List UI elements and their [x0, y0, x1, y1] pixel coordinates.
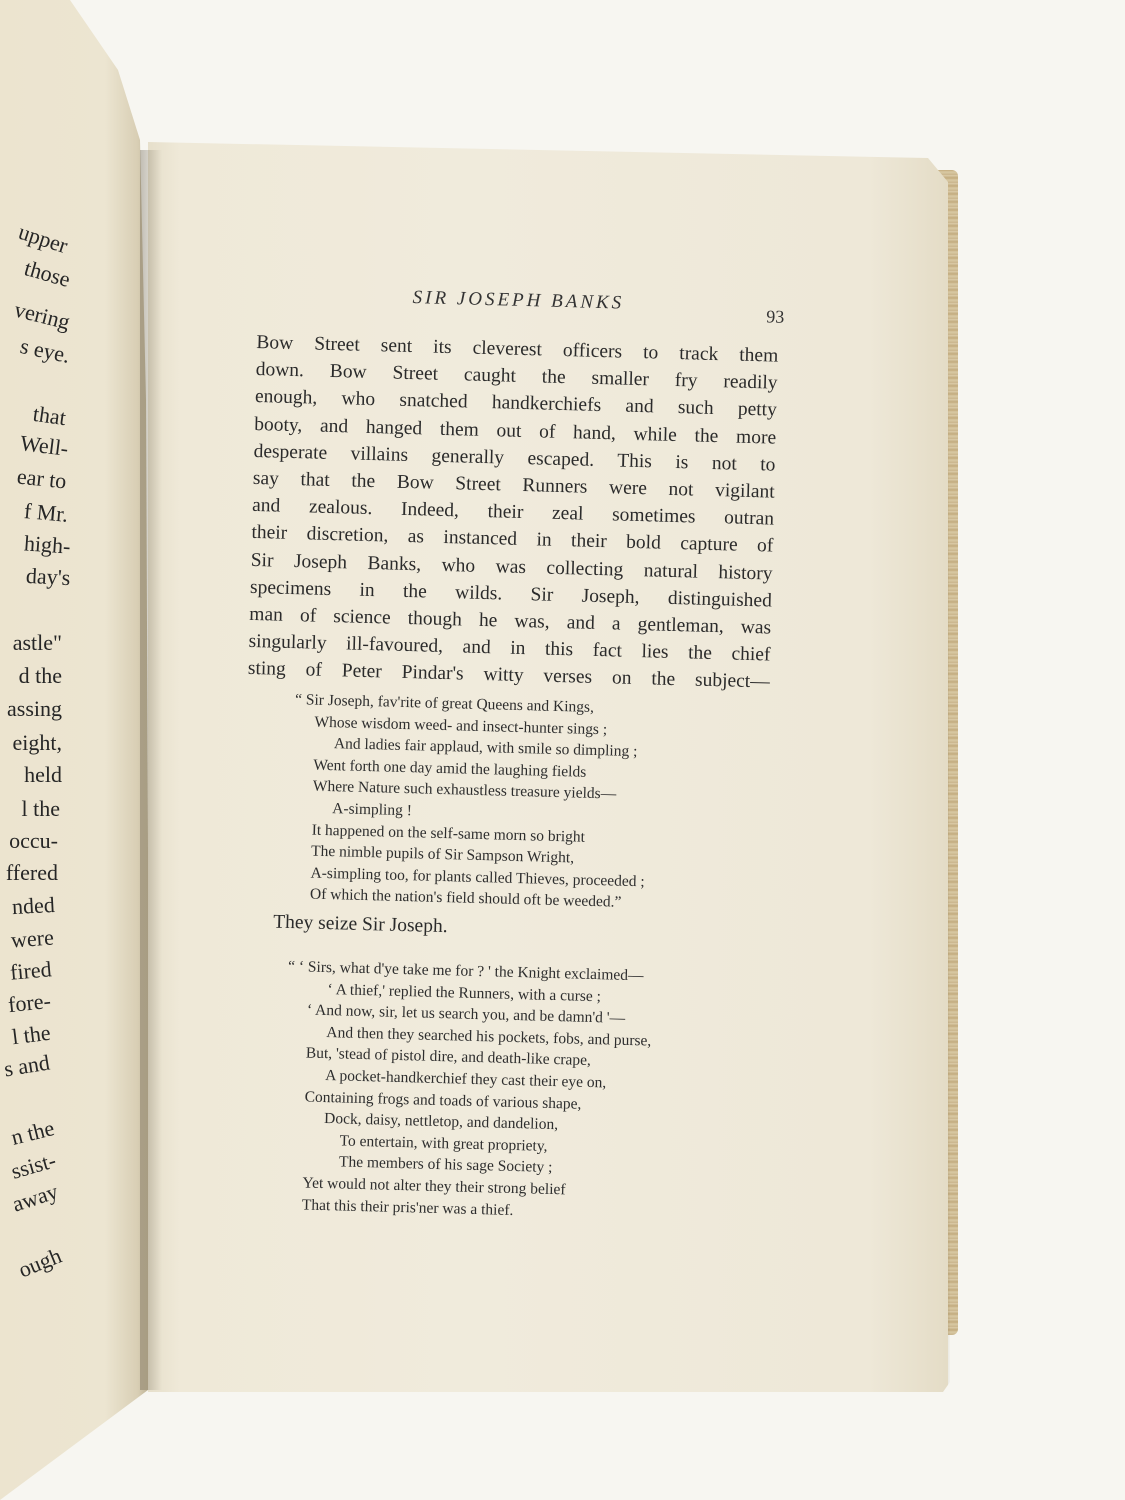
left-fragment: away — [8, 1178, 61, 1217]
verse-line: Containing frogs and toads of various shape, — [304, 1088, 582, 1113]
paragraph-line: booty, and hanged them out of hand, while the more — [254, 413, 777, 449]
verse-line: Went forth one day amid the laughing fields — [313, 756, 587, 781]
left-page-text — [0, 0, 150, 1500]
paragraph — [248, 329, 779, 696]
verse-line: ‘ And now, sir, let us search you, and be damn'd '— — [306, 1001, 626, 1028]
verse-line: A-simpling too, for plants called Thieves, proceeded ; — [310, 864, 645, 891]
left-fragment: Well- — [18, 430, 70, 461]
verse-line: That this their pris'ner was a thief. — [301, 1195, 514, 1219]
verse-line: “ Sir Joseph, fav'rite of great Queens and Kings, — [294, 691, 595, 716]
paragraph-line: man of science though he was, and a gentleman, was — [249, 603, 772, 639]
page-number: 93 — [766, 306, 785, 327]
verse-line: The members of his sage Society ; — [338, 1153, 553, 1177]
left-fragment: upper — [15, 218, 71, 259]
left-fragment: n the — [8, 1115, 57, 1150]
verse-line: ‘ A thief,' replied the Runners, with a curse ; — [327, 980, 602, 1005]
paragraph-line: down. Bow Street caught the smaller fry readily — [255, 359, 778, 394]
left-fragment: d the — [18, 663, 62, 688]
paragraph-line: singularly ill-favoured, and in this fact lies the chief — [248, 631, 771, 666]
verse-line: But, 'stead of pistol dire, and death-like crape, — [305, 1044, 592, 1070]
verse-line: Whose wisdom weed- and insect-hunter sings ; — [314, 713, 608, 738]
paragraph-line: Bow Street sent its cleverest officers to track them — [256, 331, 779, 367]
left-fragment: s eye. — [17, 333, 73, 368]
left-fragment: ough — [14, 1242, 65, 1283]
left-fragment: fore- — [7, 987, 53, 1018]
running-head: SIR JOSEPH BANKS — [412, 287, 625, 314]
paragraph-line: enough, who snatched handkerchiefs and such petty — [254, 386, 778, 422]
left-fragment: vering — [11, 296, 73, 335]
left-fragment: that — [31, 400, 68, 431]
left-fragment: day's — [25, 562, 71, 591]
paragraph-line: and zealous. Indeed, their zeal sometimes outran — [251, 495, 775, 530]
verse-line: Yet would not alter they their strong belief — [302, 1174, 566, 1199]
verse-line: A-simpling ! — [332, 800, 413, 820]
paragraph-line: their discretion, as instanced in their bold capture of — [251, 522, 774, 557]
interlude-line: They seize Sir Joseph. — [273, 911, 448, 938]
left-fragment: assing — [7, 696, 62, 721]
gutter-shadow — [140, 150, 162, 1390]
left-fragment: f Mr. — [23, 498, 70, 527]
left-fragment: those — [21, 255, 73, 292]
left-fragment: ssist- — [8, 1147, 59, 1184]
verse-line: To entertain, with great propriety, — [339, 1132, 548, 1155]
paragraph-line: Sir Joseph Banks, who was collecting natural history — [250, 549, 773, 585]
verse-line: And then they searched his pockets, fobs, and purse, — [326, 1023, 652, 1050]
verse-quote-1 — [290, 689, 765, 917]
paragraph-line: desperate villains generally escaped. This is not to — [253, 440, 776, 476]
left-fragment: nded — [11, 891, 56, 920]
left-fragment: s and — [2, 1049, 52, 1082]
left-fragment: l the — [21, 796, 60, 821]
verse-line: The nimble pupils of Sir Sampson Wright, — [310, 842, 575, 867]
left-fragment: were — [10, 924, 55, 953]
left-fragment: fired — [9, 956, 53, 985]
left-fragment: astle" — [12, 630, 62, 655]
left-fragment: l the — [10, 1019, 52, 1050]
left-fragment: ffered — [5, 860, 58, 885]
paragraph-line: say that the Bow Street Runners were not vigilant — [252, 467, 775, 503]
verse-line: Dock, daisy, nettletop, and dandelion, — [323, 1110, 559, 1134]
verse-line: Of which the nation's field should oft be weeded.” — [309, 885, 622, 912]
left-fragment: eight, — [12, 730, 62, 755]
verse-line: It happened on the self-same morn so bright — [311, 821, 586, 846]
verse-quote-2 — [282, 956, 759, 1227]
verse-line: “ ‘ Sirs, what d'ye take me for ? ' the Knight exclaimed— — [287, 958, 644, 985]
verse-line: A pocket-handkerchief they cast their eye on, — [325, 1067, 607, 1092]
verse-line: And ladies fair applaud, with smile so dimpling ; — [333, 735, 638, 761]
paragraph-line: sting of Peter Pindar's witty verses on the subject— — [247, 658, 770, 693]
left-fragment: high- — [22, 530, 71, 559]
verse-line: Where Nature such exhaustless treasure yields— — [312, 777, 617, 803]
left-fragment: occu- — [9, 828, 58, 853]
paragraph-line: specimens in the wilds. Sir Joseph, distinguished — [249, 576, 773, 612]
left-fragment: held — [24, 762, 62, 787]
left-fragment: ear to — [15, 463, 68, 494]
